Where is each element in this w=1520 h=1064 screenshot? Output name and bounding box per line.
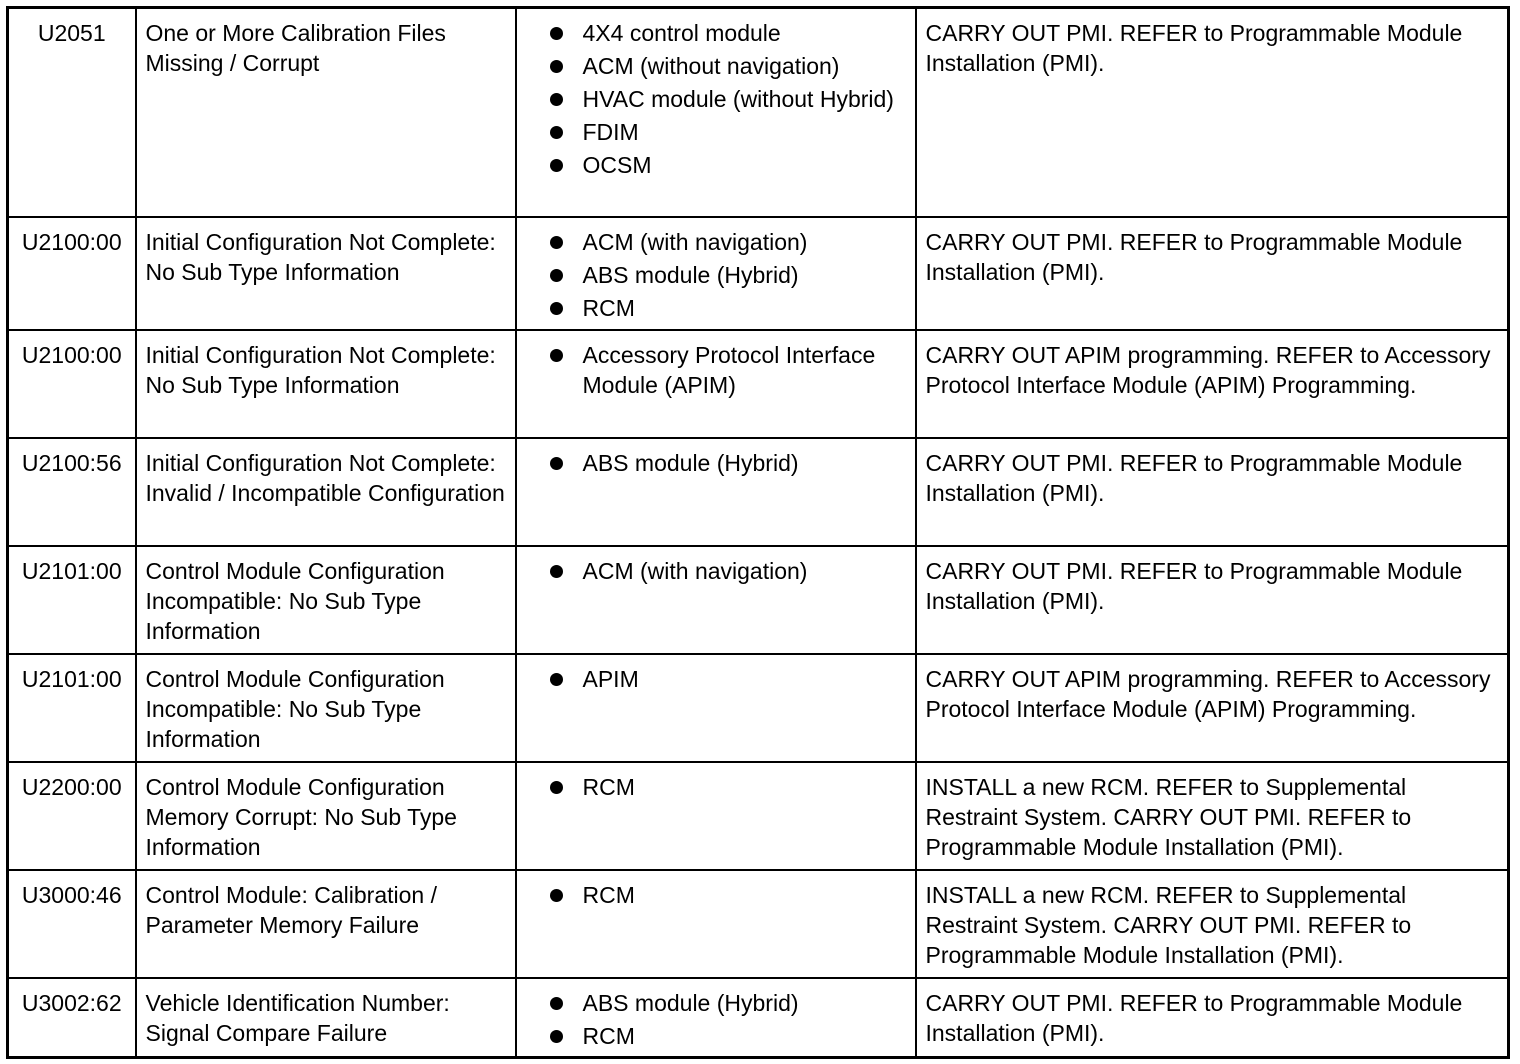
- dtc-code: U2100:00: [8, 330, 136, 438]
- module-list: [525, 772, 907, 802]
- list-item: [547, 293, 907, 323]
- module-name: ABS module (Hybrid): [582, 261, 799, 288]
- module-name: OCSM: [582, 152, 652, 178]
- dtc-description: Control Module Configuration Memory Corrupt: No Sub Type Information: [136, 762, 516, 870]
- dtc-code: U2100:56: [8, 438, 136, 546]
- module-name: 4X4 control module: [582, 20, 781, 46]
- module-list: [525, 448, 907, 478]
- bullet-icon: [550, 889, 563, 902]
- dtc-code: U2101:00: [8, 546, 136, 654]
- bullet-icon: [550, 269, 563, 282]
- list-item: [547, 227, 907, 257]
- action-text: CARRY OUT PMI. REFER to Programmable Module Installation (PMI).: [916, 438, 1509, 546]
- bullet-icon: [550, 302, 563, 315]
- bullet-icon: [550, 236, 563, 249]
- dtc-description: Control Module: Calibration / Parameter Memory Failure: [136, 870, 516, 978]
- dtc-description: One or More Calibration Files Missing / Corrupt: [136, 8, 516, 217]
- module-cell: [516, 438, 916, 546]
- list-item: [547, 448, 907, 478]
- action-text: CARRY OUT PMI. REFER to Programmable Module Installation (PMI).: [916, 978, 1509, 1058]
- list-item: [547, 664, 907, 694]
- module-cell: [516, 217, 916, 330]
- list-item: [547, 556, 907, 586]
- module-name: ABS module (Hybrid): [582, 449, 799, 476]
- module-cell: [516, 654, 916, 762]
- list-item: [547, 340, 907, 400]
- module-name: Accessory Protocol Interface Module (APIM): [582, 341, 876, 398]
- list-item: [547, 1021, 907, 1051]
- bullet-icon: [550, 781, 563, 794]
- module-name: RCM: [582, 881, 635, 908]
- module-name: ACM (with navigation): [582, 228, 808, 255]
- module-name: FDIM: [582, 119, 639, 145]
- dtc-code: U2051: [8, 8, 136, 217]
- action-text: CARRY OUT PMI. REFER to Programmable Module Installation (PMI).: [916, 8, 1509, 217]
- list-item: [547, 260, 907, 290]
- bullet-icon: [550, 60, 563, 73]
- module-name: APIM: [582, 665, 639, 692]
- bullet-icon: [550, 126, 563, 139]
- table-row: [8, 438, 1509, 546]
- module-cell: [516, 870, 916, 978]
- action-text: CARRY OUT PMI. REFER to Programmable Module Installation (PMI).: [916, 217, 1509, 330]
- module-name: ABS module (Hybrid): [582, 989, 799, 1016]
- bullet-icon: [550, 1030, 563, 1043]
- table-row: [8, 217, 1509, 330]
- dtc-table: [6, 6, 1510, 1059]
- bullet-icon: [550, 93, 563, 106]
- bullet-icon: [550, 159, 563, 172]
- dtc-description: Vehicle Identification Number: Signal Compare Failure: [136, 978, 516, 1058]
- list-item: [547, 772, 907, 802]
- module-name: RCM: [582, 773, 635, 800]
- bullet-icon: [550, 349, 563, 362]
- action-text: CARRY OUT APIM programming. REFER to Accessory Protocol Interface Module (APIM) Programming.: [916, 654, 1509, 762]
- module-cell: [516, 330, 916, 438]
- bullet-icon: [550, 997, 563, 1010]
- module-list: [525, 556, 907, 586]
- module-name: RCM: [582, 294, 635, 321]
- list-item: [547, 51, 907, 81]
- module-name: ACM (without navigation): [582, 53, 840, 79]
- list-item: [547, 988, 907, 1018]
- bullet-icon: [550, 457, 563, 470]
- module-name: RCM: [582, 1022, 635, 1049]
- action-text: CARRY OUT APIM programming. REFER to Accessory Protocol Interface Module (APIM) Programming.: [916, 330, 1509, 438]
- dtc-table-body: [8, 8, 1509, 1058]
- module-name: HVAC module (without Hybrid): [582, 86, 894, 112]
- table-row: [8, 870, 1509, 978]
- module-cell: [516, 546, 916, 654]
- module-list: [525, 988, 907, 1051]
- module-name: ACM (with navigation): [582, 557, 808, 584]
- module-cell: [516, 978, 916, 1058]
- bullet-icon: [550, 565, 563, 578]
- table-row: [8, 654, 1509, 762]
- module-list: [525, 18, 907, 180]
- list-item: [547, 117, 907, 147]
- dtc-description: Initial Configuration Not Complete: Invalid / Incompatible Configuration: [136, 438, 516, 546]
- table-row: [8, 546, 1509, 654]
- bullet-icon: [550, 673, 563, 686]
- list-item: [547, 84, 907, 114]
- dtc-description: Initial Configuration Not Complete: No Sub Type Information: [136, 330, 516, 438]
- action-text: CARRY OUT PMI. REFER to Programmable Module Installation (PMI).: [916, 546, 1509, 654]
- dtc-description: Control Module Configuration Incompatible: No Sub Type Information: [136, 546, 516, 654]
- dtc-description: Initial Configuration Not Complete: No Sub Type Information: [136, 217, 516, 330]
- list-item: [547, 880, 907, 910]
- module-list: [525, 664, 907, 694]
- module-cell: [516, 8, 916, 217]
- list-item: [547, 18, 907, 48]
- action-text: INSTALL a new RCM. REFER to Supplemental Restraint System. CARRY OUT PMI. REFER to Programmable Module Installation (PMI).: [916, 762, 1509, 870]
- table-row: [8, 330, 1509, 438]
- dtc-code: U2100:00: [8, 217, 136, 330]
- table-row: [8, 8, 1509, 217]
- dtc-code: U3002:62: [8, 978, 136, 1058]
- list-item: [547, 150, 907, 180]
- dtc-code: U2101:00: [8, 654, 136, 762]
- module-cell: [516, 762, 916, 870]
- module-list: [525, 880, 907, 910]
- dtc-code: U2200:00: [8, 762, 136, 870]
- dtc-description: Control Module Configuration Incompatible: No Sub Type Information: [136, 654, 516, 762]
- table-row: [8, 978, 1509, 1058]
- table-row: [8, 762, 1509, 870]
- module-list: [525, 227, 907, 323]
- bullet-icon: [550, 27, 563, 40]
- module-list: [525, 340, 907, 400]
- action-text: INSTALL a new RCM. REFER to Supplemental Restraint System. CARRY OUT PMI. REFER to Programmable Module Installation (PMI).: [916, 870, 1509, 978]
- dtc-code: U3000:46: [8, 870, 136, 978]
